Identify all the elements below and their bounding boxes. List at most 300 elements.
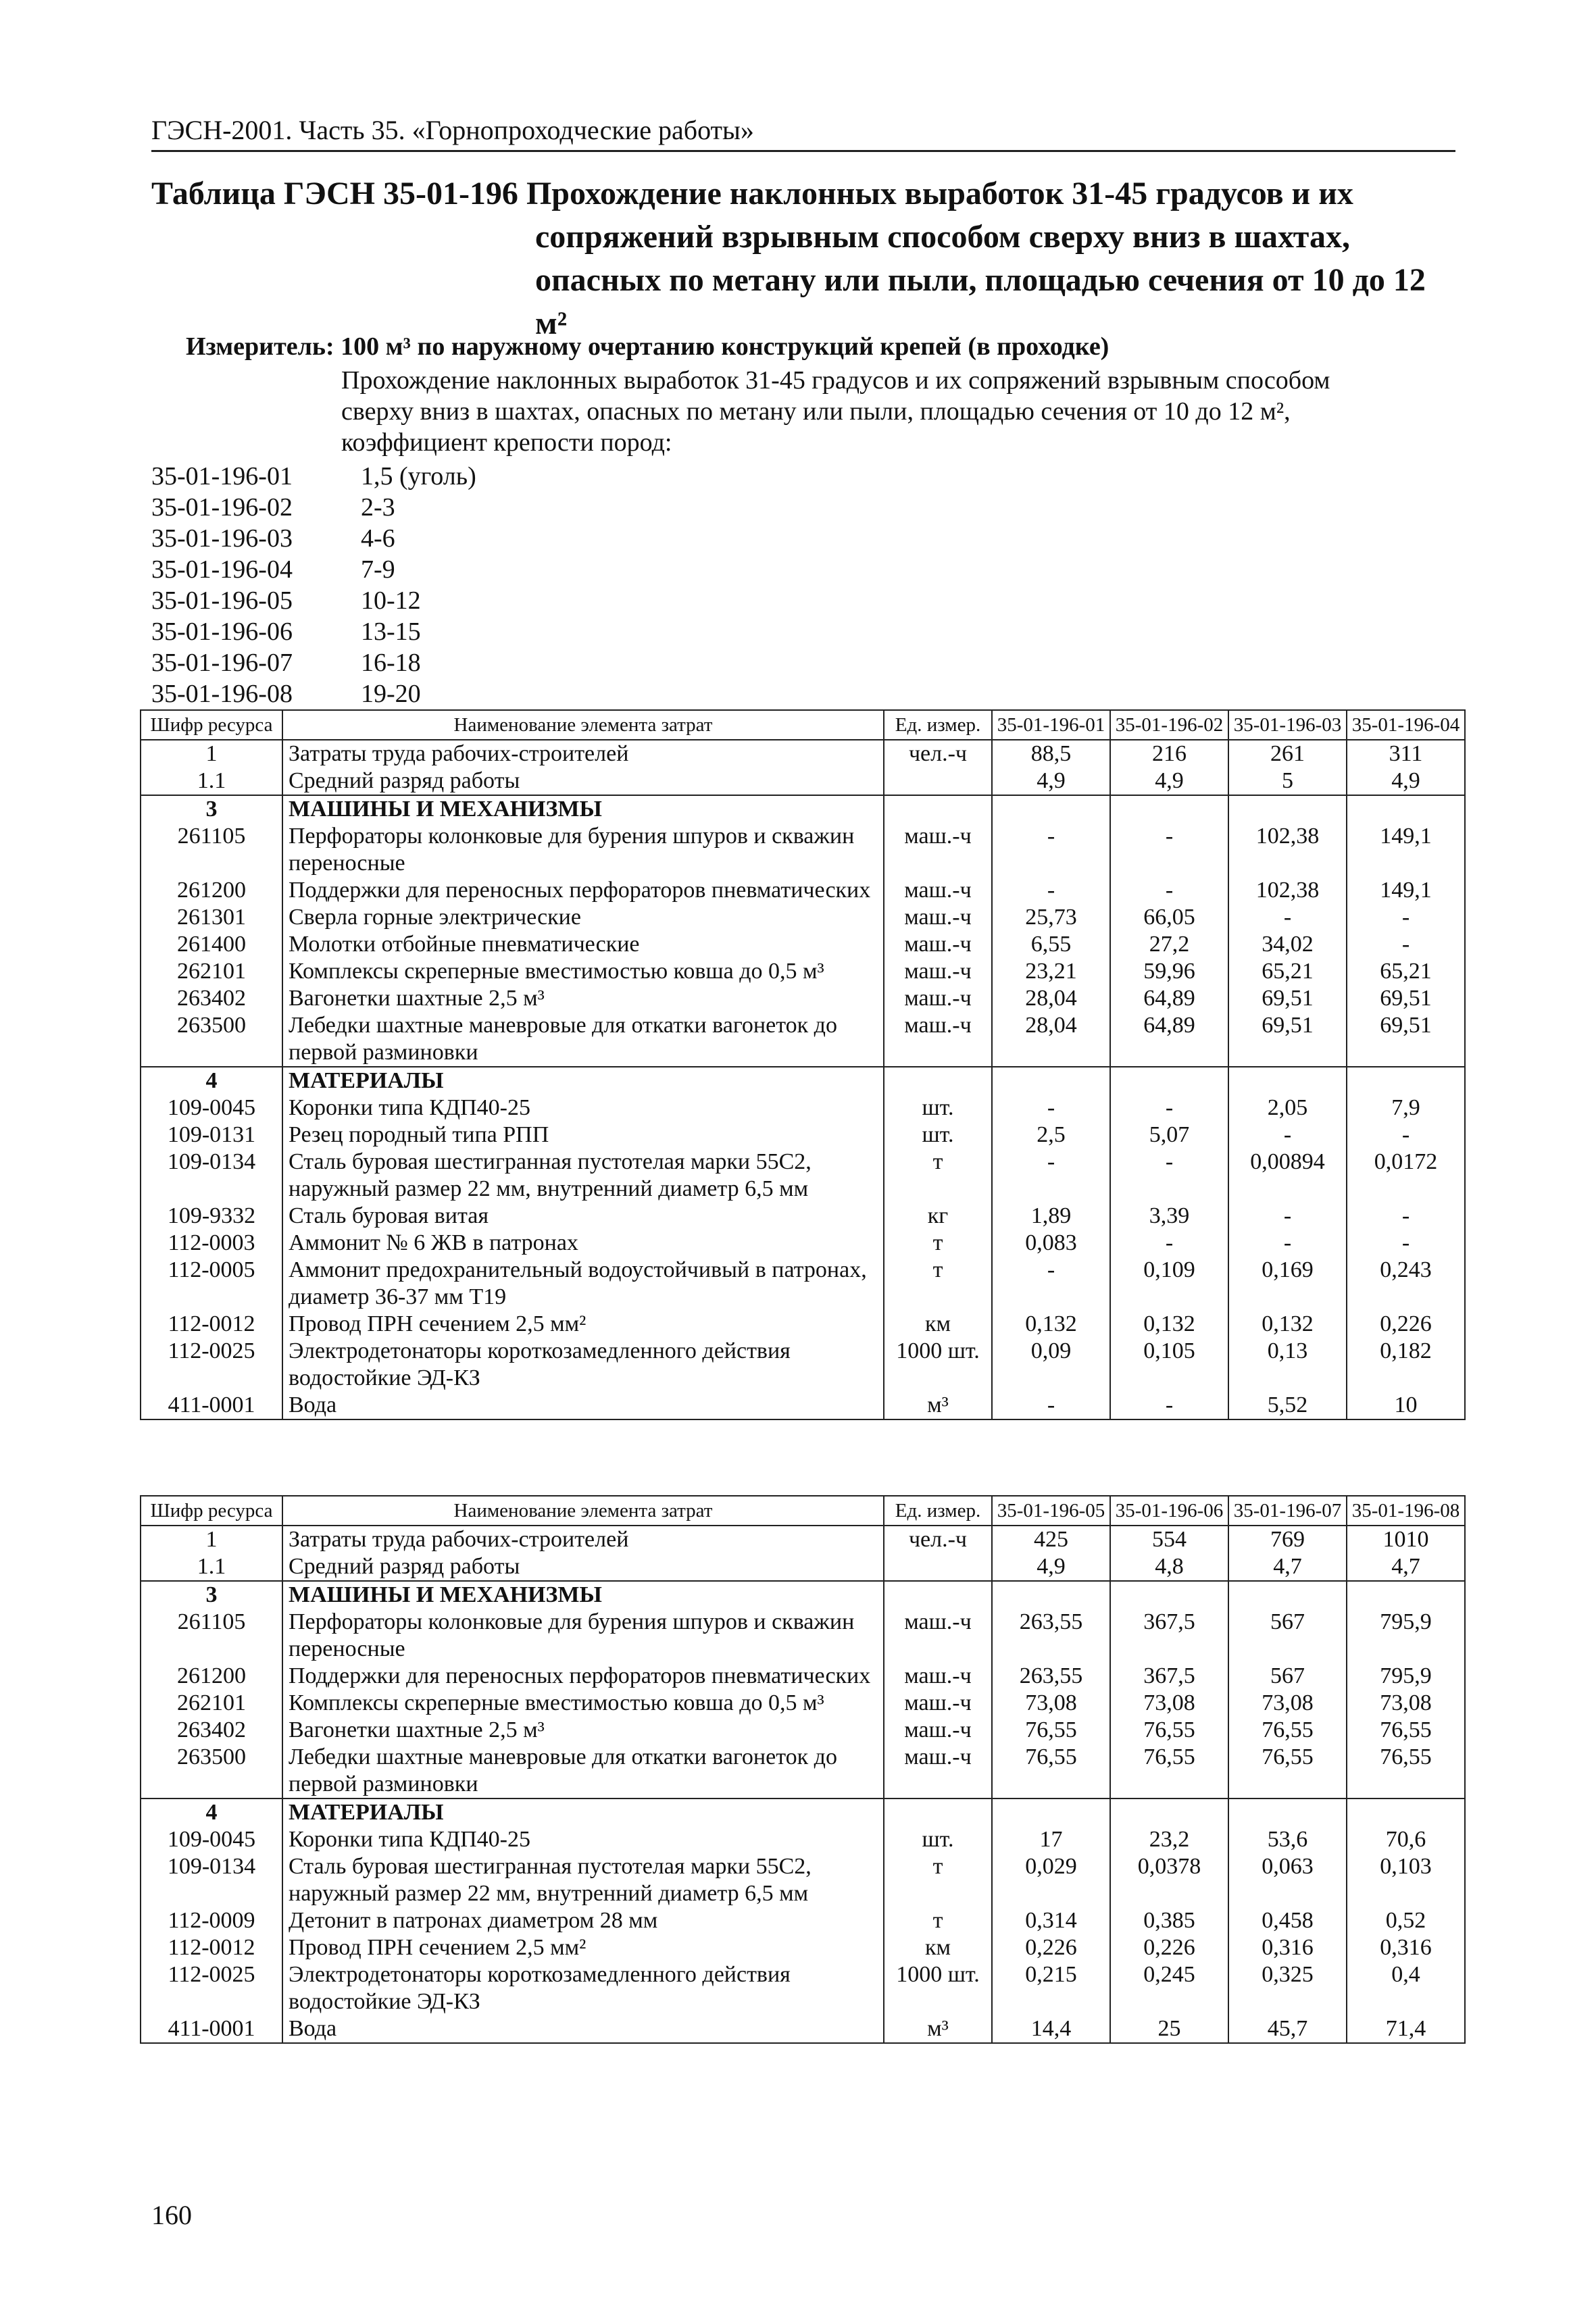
resource-code: 262101	[141, 958, 282, 985]
resource-code: 263500	[141, 1744, 282, 1799]
norm-value: 0,4	[1347, 1961, 1465, 2015]
norm-value: 0,458	[1228, 1907, 1347, 1934]
norm-value: 17	[992, 1826, 1110, 1853]
table-row	[141, 877, 1465, 904]
table-row	[141, 1338, 1465, 1392]
unit-of-measure: 1000 шт.	[884, 1961, 992, 2015]
resource-code: 1.1	[141, 768, 282, 795]
resource-code: 1.1	[141, 1553, 282, 1581]
cost-element-name: МАШИНЫ И МЕХАНИЗМЫ	[282, 795, 884, 823]
code-list-code: 35-01-196-06	[151, 618, 293, 646]
norm-value: -	[1110, 1392, 1228, 1419]
code-list-code: 35-01-196-02	[151, 493, 293, 522]
norm-value: 59,96	[1110, 958, 1228, 985]
resource-code: 3	[141, 795, 282, 823]
header-col: 35-01-196-04	[1347, 710, 1465, 740]
cost-element-name: Коронки типа КДП40-25	[282, 1826, 884, 1853]
table-row	[141, 1717, 1465, 1744]
code-list-item	[151, 492, 476, 523]
cost-element-name: Сталь буровая шестигранная пустотелая марки 55С2, наружный размер 22 мм, внутренний диаметр 6,5 мм	[282, 1853, 884, 1907]
unit-of-measure: м³	[884, 2015, 992, 2043]
resource-code: 112-0009	[141, 1907, 282, 1934]
norm-value: 14,4	[992, 2015, 1110, 2043]
header-col: 35-01-196-07	[1228, 1496, 1347, 1526]
norm-value: 0,226	[992, 1934, 1110, 1961]
norm-value: 76,55	[1228, 1744, 1347, 1799]
norm-value: 2,05	[1228, 1095, 1347, 1122]
norm-value: 25	[1110, 2015, 1228, 2043]
unit-of-measure: маш.-ч	[884, 1717, 992, 1744]
code-list-item	[151, 647, 476, 678]
code-list	[151, 461, 476, 709]
norm-value: 28,04	[992, 985, 1110, 1012]
cost-element-name: Провод ПРН сечением 2,5 мм²	[282, 1934, 884, 1961]
norm-value: 5,52	[1228, 1392, 1347, 1419]
cost-element-name: Вагонетки шахтные 2,5 м³	[282, 985, 884, 1012]
norm-value: 69,51	[1228, 985, 1347, 1012]
norm-value: 311	[1347, 740, 1465, 768]
header-code: Шифр ресурса	[141, 1496, 282, 1526]
table-row	[141, 1663, 1465, 1690]
norm-value: -	[1228, 904, 1347, 931]
description-line: сверху вниз в шахтах, опасных по метану или пыли, площадью сечения от 10 до 12 м²,	[341, 397, 1291, 426]
norm-value: 64,89	[1110, 1012, 1228, 1067]
cost-element-name: Вода	[282, 2015, 884, 2043]
cost-element-name: Средний разряд работы	[282, 768, 884, 795]
resource-code: 112-0025	[141, 1338, 282, 1392]
cost-element-name: Сталь буровая шестигранная пустотелая марки 55С2, наружный размер 22 мм, внутренний диаметр 6,5 мм	[282, 1149, 884, 1203]
norm-value: 73,08	[1347, 1690, 1465, 1717]
code-list-item	[151, 678, 476, 709]
cost-element-name: Аммонит предохранительный водоустойчивый в патронах, диаметр 36-37 мм Т19	[282, 1257, 884, 1311]
norm-value: 71,4	[1347, 2015, 1465, 2043]
norm-value	[1347, 1581, 1465, 1609]
norm-value: 0,083	[992, 1230, 1110, 1257]
norm-value: -	[992, 877, 1110, 904]
table-row	[141, 1067, 1465, 1095]
cost-element-name: Вагонетки шахтные 2,5 м³	[282, 1717, 884, 1744]
norm-value: 73,08	[1228, 1690, 1347, 1717]
resource-code: 4	[141, 1067, 282, 1095]
norm-value: 0,316	[1228, 1934, 1347, 1961]
cost-element-name: Молотки отбойные пневматические	[282, 931, 884, 958]
unit-of-measure: км	[884, 1311, 992, 1338]
unit-of-measure: шт.	[884, 1122, 992, 1149]
norm-value: -	[1347, 931, 1465, 958]
norm-value: 0,00894	[1228, 1149, 1347, 1203]
norm-value: 76,55	[1110, 1717, 1228, 1744]
norm-value: 27,2	[1110, 931, 1228, 958]
cost-element-name: Сталь буровая витая	[282, 1203, 884, 1230]
unit-of-measure	[884, 1799, 992, 1826]
norm-value: 1,89	[992, 1203, 1110, 1230]
resource-code: 109-0045	[141, 1826, 282, 1853]
norm-value: 45,7	[1228, 2015, 1347, 2043]
table-row	[141, 1744, 1465, 1799]
norm-value: 25,73	[992, 904, 1110, 931]
norm-value: 23,2	[1110, 1826, 1228, 1853]
cost-element-name: МАТЕРИАЛЫ	[282, 1799, 884, 1826]
table-row	[141, 2015, 1465, 2043]
norm-table-1	[140, 709, 1466, 1420]
table-row	[141, 740, 1465, 768]
title-line-1: Прохождение наклонных выработок 31-45 градусов и их	[526, 176, 1353, 211]
unit-of-measure: маш.-ч	[884, 904, 992, 931]
unit-of-measure: маш.-ч	[884, 958, 992, 985]
code-list-value: 1,5 (уголь)	[361, 462, 476, 491]
code-list-code: 35-01-196-01	[151, 462, 293, 491]
table-row	[141, 1581, 1465, 1609]
norm-value: 5,07	[1110, 1122, 1228, 1149]
norm-value	[1110, 1799, 1228, 1826]
norm-value: 567	[1228, 1609, 1347, 1663]
norm-value: -	[992, 823, 1110, 877]
table-row	[141, 1149, 1465, 1203]
table-row	[141, 1257, 1465, 1311]
norm-value: -	[1347, 904, 1465, 931]
norm-value: 769	[1228, 1526, 1347, 1553]
unit-of-measure: маш.-ч	[884, 1690, 992, 1717]
cost-element-name: МАШИНЫ И МЕХАНИЗМЫ	[282, 1581, 884, 1609]
norm-value: 73,08	[1110, 1690, 1228, 1717]
unit-of-measure: маш.-ч	[884, 877, 992, 904]
resource-code: 261400	[141, 931, 282, 958]
title-line-3: опасных по метану или пыли, площадью сечения от 10 до 12	[535, 262, 1426, 298]
table-row	[141, 1826, 1465, 1853]
table-row	[141, 958, 1465, 985]
norm-value: -	[992, 1095, 1110, 1122]
code-list-code: 35-01-196-03	[151, 524, 293, 553]
norm-value	[1347, 1067, 1465, 1095]
norm-value: 76,55	[1347, 1744, 1465, 1799]
norm-value: 0,226	[1347, 1311, 1465, 1338]
norm-value: 0,243	[1347, 1257, 1465, 1311]
norm-value: 0,325	[1228, 1961, 1347, 2015]
norm-value: 4,9	[992, 768, 1110, 795]
norm-value: 6,55	[992, 931, 1110, 958]
norm-value: 76,55	[1347, 1717, 1465, 1744]
page-number: 160	[151, 2200, 192, 2230]
header-unit: Ед. измер.	[884, 1496, 992, 1526]
unit-of-measure: кг	[884, 1203, 992, 1230]
norm-value: 53,6	[1228, 1826, 1347, 1853]
description-line: коэффициент крепости пород:	[341, 428, 672, 457]
norm-value: 102,38	[1228, 823, 1347, 877]
resource-code: 411-0001	[141, 2015, 282, 2043]
norm-value: -	[1110, 1230, 1228, 1257]
unit-of-measure: т	[884, 1230, 992, 1257]
header-col: 35-01-196-01	[992, 710, 1110, 740]
resource-code: 1	[141, 1526, 282, 1553]
norm-value: -	[1228, 1203, 1347, 1230]
header-col: 35-01-196-03	[1228, 710, 1347, 740]
norm-value: 10	[1347, 1392, 1465, 1419]
norm-value: 0,316	[1347, 1934, 1465, 1961]
norm-value: 0,103	[1347, 1853, 1465, 1907]
norm-value	[1228, 795, 1347, 823]
cost-element-name: Детонит в патронах диаметром 28 мм	[282, 1907, 884, 1934]
norm-value: -	[1347, 1203, 1465, 1230]
cost-element-name: Средний разряд работы	[282, 1553, 884, 1581]
norm-value: 4,7	[1347, 1553, 1465, 1581]
norm-value	[1347, 795, 1465, 823]
norm-value: 28,04	[992, 1012, 1110, 1067]
code-list-value: 7-9	[361, 555, 395, 584]
code-list-value: 19-20	[361, 680, 421, 708]
code-list-item	[151, 616, 476, 647]
cost-element-name: Сверла горные электрические	[282, 904, 884, 931]
norm-value: 0,109	[1110, 1257, 1228, 1311]
resource-code: 261200	[141, 1663, 282, 1690]
norm-value: -	[1110, 823, 1228, 877]
norm-value: 65,21	[1347, 958, 1465, 985]
unit-of-measure: чел.-ч	[884, 1526, 992, 1553]
table-row	[141, 1690, 1465, 1717]
norm-value	[1347, 1799, 1465, 1826]
norm-value: 69,51	[1347, 985, 1465, 1012]
norm-value: 0,0378	[1110, 1853, 1228, 1907]
norm-value: -	[992, 1257, 1110, 1311]
norm-value: 0,0172	[1347, 1149, 1465, 1203]
norm-value	[992, 1799, 1110, 1826]
header-col: 35-01-196-06	[1110, 1496, 1228, 1526]
cost-element-name: Электродетонаторы короткозамедленного действия водостойкие ЭД-КЗ	[282, 1338, 884, 1392]
norm-value: 0,385	[1110, 1907, 1228, 1934]
norm-value: 149,1	[1347, 823, 1465, 877]
norm-value: 263,55	[992, 1609, 1110, 1663]
norm-value: 4,9	[992, 1553, 1110, 1581]
table-row	[141, 904, 1465, 931]
norm-value: 0,245	[1110, 1961, 1228, 2015]
norm-value: 76,55	[1110, 1744, 1228, 1799]
norm-value	[992, 1581, 1110, 1609]
header-code: Шифр ресурса	[141, 710, 282, 740]
table-row	[141, 1799, 1465, 1826]
header-name: Наименование элемента затрат	[282, 710, 884, 740]
table-row	[141, 1907, 1465, 1934]
norm-value: 64,89	[1110, 985, 1228, 1012]
norm-value	[1110, 1067, 1228, 1095]
resource-code: 411-0001	[141, 1392, 282, 1419]
cost-element-name: Затраты труда рабочих-строителей	[282, 740, 884, 768]
code-list-item	[151, 585, 476, 616]
norm-value: 0,52	[1347, 1907, 1465, 1934]
header-col: 35-01-196-08	[1347, 1496, 1465, 1526]
meter-label: Измеритель:	[186, 332, 334, 361]
code-list-code: 35-01-196-08	[151, 680, 293, 708]
unit-of-measure	[884, 1067, 992, 1095]
resource-code: 261200	[141, 877, 282, 904]
resource-code: 112-0005	[141, 1257, 282, 1311]
norm-value: 70,6	[1347, 1826, 1465, 1853]
cost-element-name: Поддержки для переносных перфораторов пневматических	[282, 1663, 884, 1690]
resource-code: 263402	[141, 985, 282, 1012]
table-row	[141, 1012, 1465, 1067]
norm-value: 76,55	[992, 1717, 1110, 1744]
norm-value: 0,09	[992, 1338, 1110, 1392]
unit-of-measure: маш.-ч	[884, 1609, 992, 1663]
norm-value	[992, 795, 1110, 823]
norm-value: 4,9	[1347, 768, 1465, 795]
table-row	[141, 768, 1465, 795]
norm-value: -	[1347, 1122, 1465, 1149]
norm-value: 149,1	[1347, 877, 1465, 904]
title-prefix: Таблица ГЭСН 35-01-196	[151, 176, 518, 211]
norm-value: 216	[1110, 740, 1228, 768]
norm-value	[1110, 1581, 1228, 1609]
norm-value: 567	[1228, 1663, 1347, 1690]
norm-value: 73,08	[992, 1690, 1110, 1717]
unit-of-measure	[884, 1581, 992, 1609]
norm-value: 76,55	[992, 1744, 1110, 1799]
norm-value: 5	[1228, 768, 1347, 795]
header-unit: Ед. измер.	[884, 710, 992, 740]
unit-of-measure: 1000 шт.	[884, 1338, 992, 1392]
resource-code: 262101	[141, 1690, 282, 1717]
norm-value: -	[1110, 1149, 1228, 1203]
norm-value: 0,132	[992, 1311, 1110, 1338]
header-col: 35-01-196-02	[1110, 710, 1228, 740]
unit-of-measure: т	[884, 1149, 992, 1203]
code-list-item	[151, 523, 476, 554]
header-col: 35-01-196-05	[992, 1496, 1110, 1526]
cost-element-name: Поддержки для переносных перфораторов пневматических	[282, 877, 884, 904]
resource-code: 109-0045	[141, 1095, 282, 1122]
resource-code: 112-0012	[141, 1934, 282, 1961]
resource-code: 261301	[141, 904, 282, 931]
code-list-code: 35-01-196-04	[151, 555, 293, 584]
norm-table-2	[140, 1495, 1466, 2044]
resource-code: 109-9332	[141, 1203, 282, 1230]
table-row	[141, 1553, 1465, 1581]
norm-value: 795,9	[1347, 1663, 1465, 1690]
unit-of-measure: т	[884, 1853, 992, 1907]
norm-value: -	[1228, 1230, 1347, 1257]
unit-of-measure: т	[884, 1907, 992, 1934]
table-row	[141, 1230, 1465, 1257]
norm-value: 66,05	[1110, 904, 1228, 931]
norm-value: 88,5	[992, 740, 1110, 768]
unit-of-measure: маш.-ч	[884, 823, 992, 877]
description	[341, 365, 1395, 458]
resource-code: 109-0134	[141, 1149, 282, 1203]
running-header: ГЭСН-2001. Часть 35. «Горнопроходческие работы»	[151, 114, 1455, 152]
norm-value: 3,39	[1110, 1203, 1228, 1230]
resource-code: 112-0003	[141, 1230, 282, 1257]
cost-element-name: Лебедки шахтные маневровые для откатки вагонеток до первой разминовки	[282, 1012, 884, 1067]
resource-code: 4	[141, 1799, 282, 1826]
code-list-item	[151, 461, 476, 492]
norm-value: 34,02	[1228, 931, 1347, 958]
cost-element-name: Перфораторы колонковые для бурения шпуров и скважин переносные	[282, 823, 884, 877]
title-line-4: м²	[535, 305, 568, 341]
norm-value: 554	[1110, 1526, 1228, 1553]
cost-element-name: Резец породный типа РПП	[282, 1122, 884, 1149]
table-row	[141, 1609, 1465, 1663]
code-list-value: 10-12	[361, 586, 421, 615]
code-list-code: 35-01-196-07	[151, 649, 293, 677]
norm-value: 0,182	[1347, 1338, 1465, 1392]
resource-code: 263500	[141, 1012, 282, 1067]
table-title	[151, 172, 1455, 345]
unit-of-measure: км	[884, 1934, 992, 1961]
table-row	[141, 823, 1465, 877]
norm-value: 4,7	[1228, 1553, 1347, 1581]
norm-value: 0,215	[992, 1961, 1110, 2015]
norm-value	[1110, 795, 1228, 823]
norm-value: 7,9	[1347, 1095, 1465, 1122]
cost-element-name: Лебедки шахтные маневровые для откатки вагонеток до первой разминовки	[282, 1744, 884, 1799]
description-line: Прохождение наклонных выработок 31-45 градусов и их сопряжений взрывным способом	[341, 366, 1330, 395]
norm-value: 0,132	[1228, 1311, 1347, 1338]
unit-of-measure: маш.-ч	[884, 1744, 992, 1799]
norm-value: 23,21	[992, 958, 1110, 985]
norm-value: -	[1228, 1122, 1347, 1149]
table-row	[141, 1203, 1465, 1230]
table-row	[141, 1095, 1465, 1122]
norm-value: 0,132	[1110, 1311, 1228, 1338]
code-list-value: 2-3	[361, 493, 395, 522]
norm-value: 261	[1228, 740, 1347, 768]
meter	[186, 331, 1109, 362]
meter-text: 100 м³ по наружному очертанию конструкций крепей (в проходке)	[341, 332, 1109, 361]
norm-value: -	[1110, 877, 1228, 904]
norm-value: 76,55	[1228, 1717, 1347, 1744]
unit-of-measure: маш.-ч	[884, 1663, 992, 1690]
table-row	[141, 795, 1465, 823]
header-name: Наименование элемента затрат	[282, 1496, 884, 1526]
unit-of-measure	[884, 795, 992, 823]
table-header-row	[141, 710, 1465, 740]
table-header-row	[141, 1496, 1465, 1526]
norm-value: 367,5	[1110, 1609, 1228, 1663]
norm-value	[992, 1067, 1110, 1095]
unit-of-measure: маш.-ч	[884, 985, 992, 1012]
norm-value: 102,38	[1228, 877, 1347, 904]
norm-value: 0,105	[1110, 1338, 1228, 1392]
resource-code: 261105	[141, 823, 282, 877]
unit-of-measure: чел.-ч	[884, 740, 992, 768]
unit-of-measure: м³	[884, 1392, 992, 1419]
cost-element-name: Электродетонаторы короткозамедленного действия водостойкие ЭД-КЗ	[282, 1961, 884, 2015]
norm-value	[1228, 1581, 1347, 1609]
code-list-value: 13-15	[361, 618, 421, 646]
resource-code: 112-0012	[141, 1311, 282, 1338]
code-list-item	[151, 554, 476, 585]
resource-code: 1	[141, 740, 282, 768]
unit-of-measure	[884, 768, 992, 795]
table-row	[141, 1311, 1465, 1338]
norm-value: -	[992, 1392, 1110, 1419]
resource-code: 112-0025	[141, 1961, 282, 2015]
norm-value: 795,9	[1347, 1609, 1465, 1663]
cost-element-name: Перфораторы колонковые для бурения шпуров и скважин переносные	[282, 1609, 884, 1663]
norm-value: 0,029	[992, 1853, 1110, 1907]
norm-value	[1228, 1067, 1347, 1095]
cost-element-name: МАТЕРИАЛЫ	[282, 1067, 884, 1095]
cost-element-name: Аммонит № 6 ЖВ в патронах	[282, 1230, 884, 1257]
table-row	[141, 931, 1465, 958]
norm-value: 69,51	[1347, 1012, 1465, 1067]
cost-element-name: Затраты труда рабочих-строителей	[282, 1526, 884, 1553]
norm-value	[1228, 1799, 1347, 1826]
table-row	[141, 1934, 1465, 1961]
norm-value: 1010	[1347, 1526, 1465, 1553]
norm-value: 4,9	[1110, 768, 1228, 795]
norm-value: 0,169	[1228, 1257, 1347, 1311]
code-list-value: 4-6	[361, 524, 395, 553]
unit-of-measure: т	[884, 1257, 992, 1311]
